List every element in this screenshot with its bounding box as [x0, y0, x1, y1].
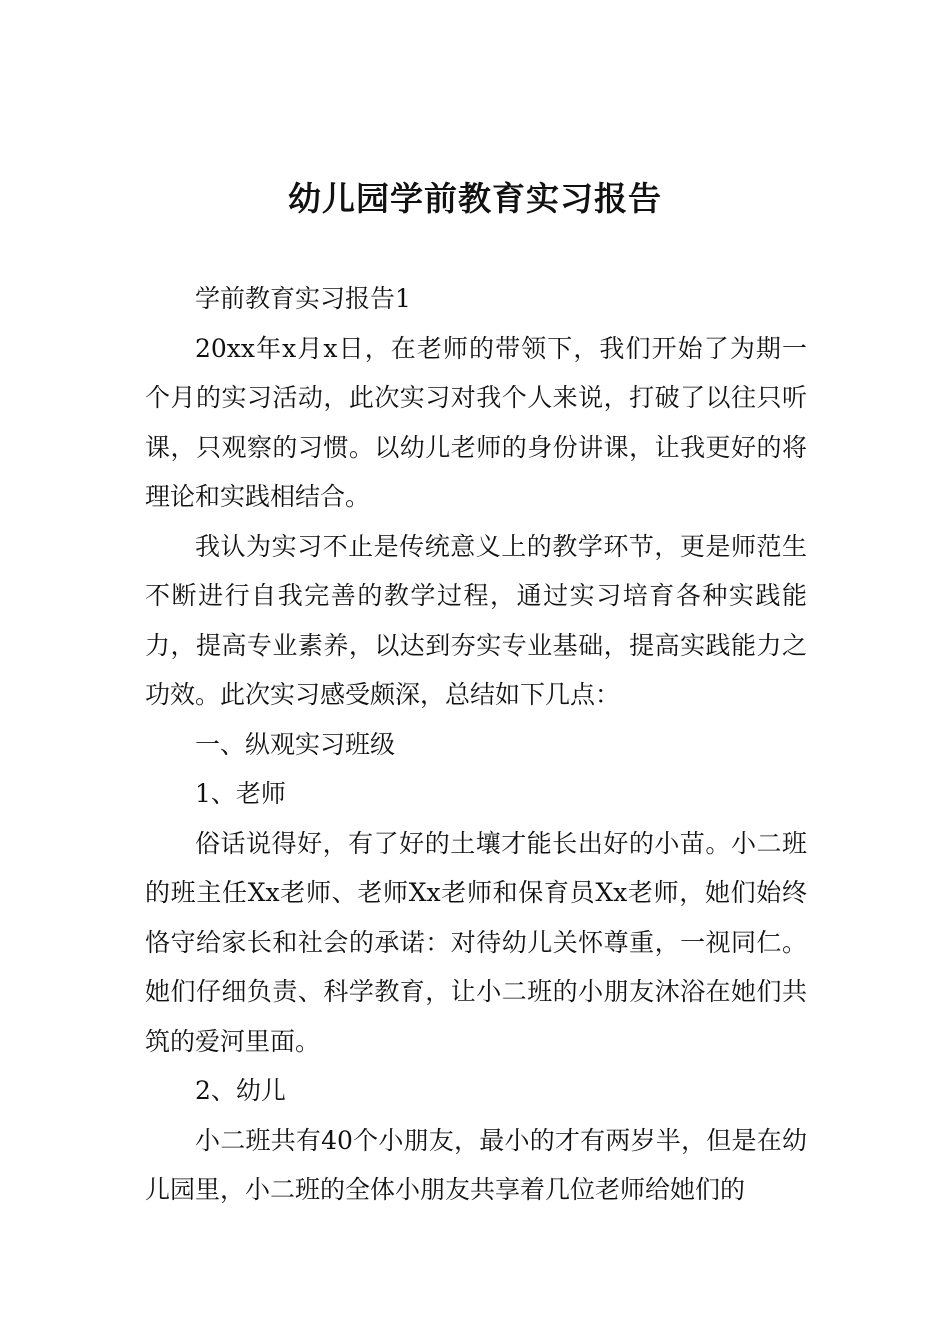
section-heading-class-overview: 一、纵观实习班级 — [195, 729, 396, 759]
subheading-children: 2、幼儿 — [195, 1076, 286, 1105]
paragraph-intro: 20xx年x月x日，在老师的带领下，我们开始了为期一个月的实习活动，此次实习对我个人来说，打破了以往只听课，只观察的习惯。以幼儿老师的身份讲课，让我更好的将理论和实践相结合。 — [145, 333, 807, 511]
subheading-teachers: 1、老师 — [195, 779, 286, 808]
report-heading: 学前教育实习报告1 — [195, 284, 411, 313]
document-title: 幼儿园学前教育实习报告 — [288, 179, 662, 218]
paragraph-children: 小二班共有40个小朋友，最小的才有两岁半，但是在幼儿园里，小二班的全体小朋友共享着几位老师给她们的 — [145, 1125, 807, 1204]
paragraph-teachers: 俗话说得好，有了好的土壤才能长出好的小苗。小二班的班主任Xx老师、老师Xx老师和保育员Xx老师，她们始终恪守给家长和社会的承诺：对待幼儿关怀尊重，一视同仁。她们仔细负责、科学教育，让小二班的小朋友沐浴在她们共筑的爱河里面。 — [145, 828, 807, 1056]
paragraph-reflection: 我认为实习不止是传统意义上的教学环节，更是师范生不断进行自我完善的教学过程，通过实习培育各种实践能力，提高专业素养，以达到夯实专业基础，提高实践能力之功效。此次实习感受颇深，总结如下几点： — [145, 531, 807, 709]
document-body — [145, 274, 807, 1215]
